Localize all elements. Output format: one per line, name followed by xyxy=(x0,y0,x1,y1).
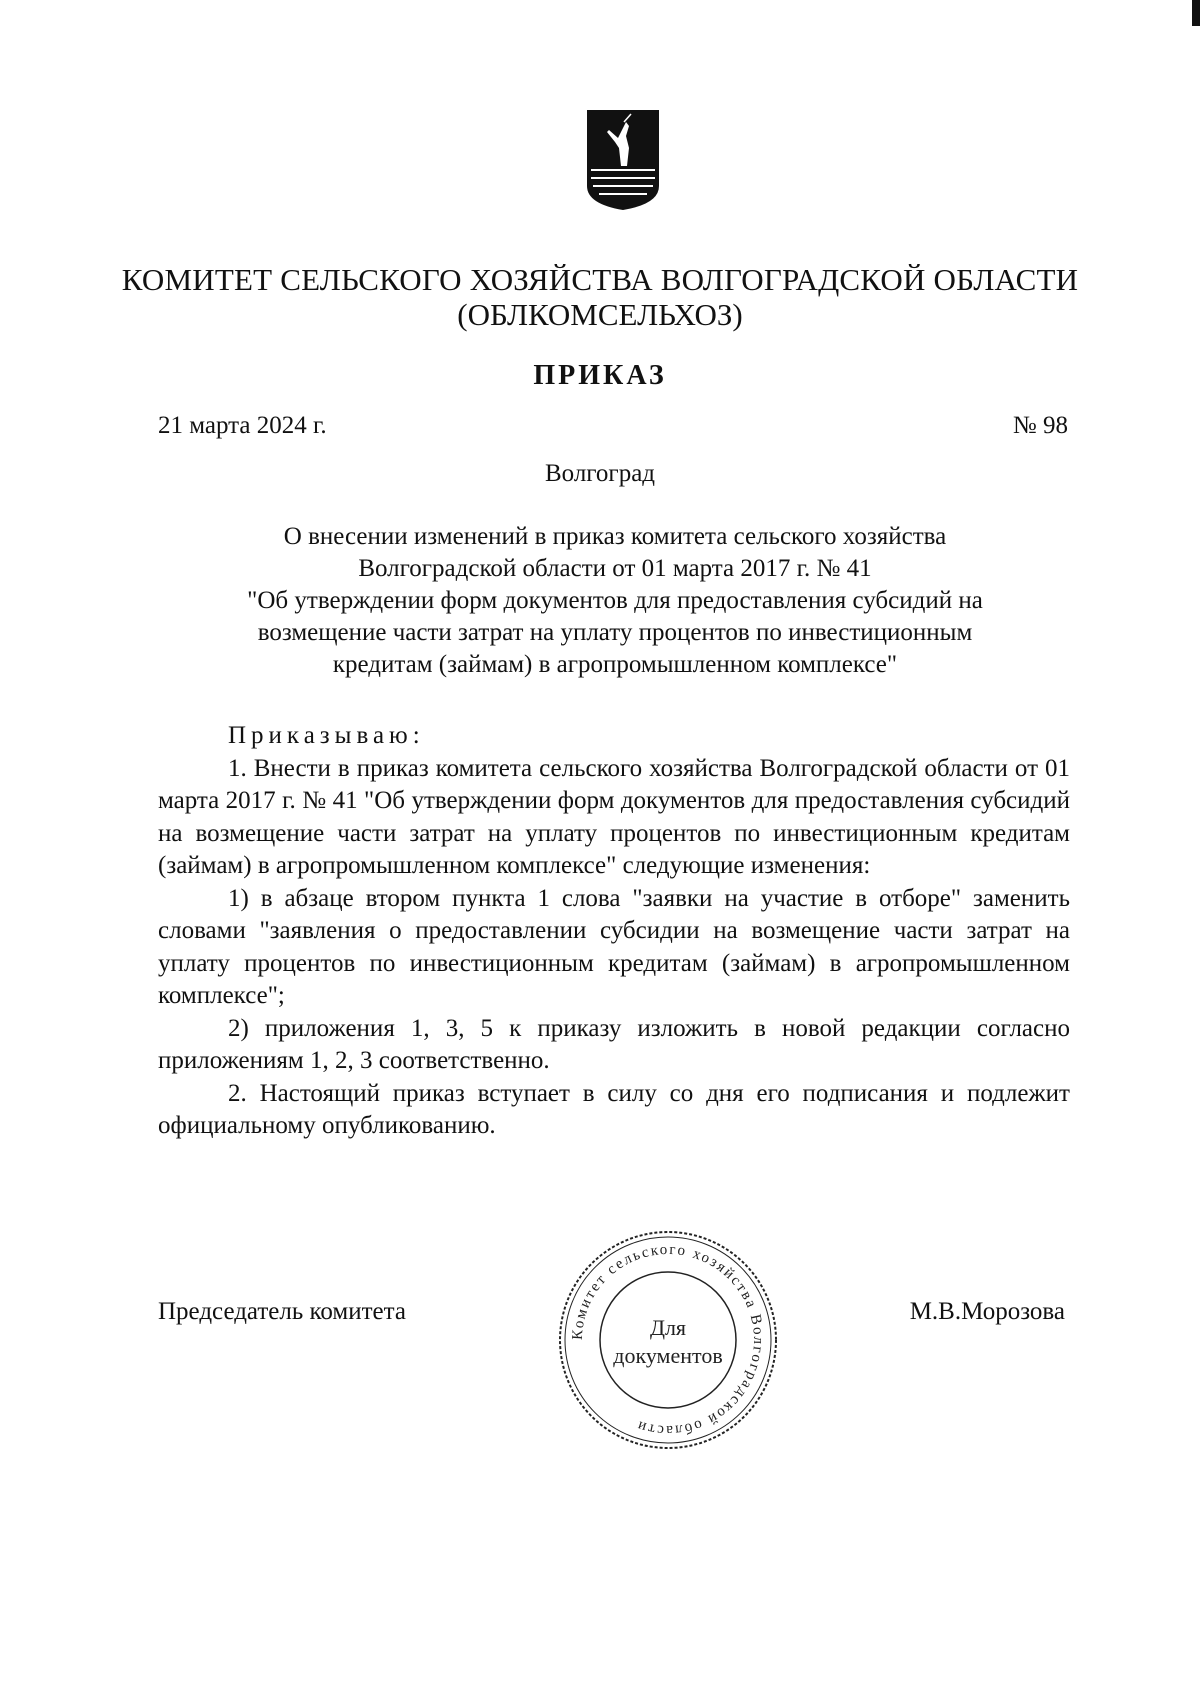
body-paragraph: 2) приложения 1, 3, 5 к приказу изложить в новой редакции согласно приложениям 1, 2, 3 соответственно. xyxy=(158,1014,1070,1074)
subject-line: Волгоградской области от 01 марта 2017 г. № 41 xyxy=(358,555,872,582)
scan-corner-mark xyxy=(1192,0,1200,26)
body-paragraph: 1) в абзаце втором пункта 1 слова "заявки на участие в отборе" заменить словами "заявления о предоставлении субсидии на возмещение части затрат на уплату процентов по инвестиционным кредитам (займам) в агропромышленном комплексе"; xyxy=(158,884,1070,1009)
body-paragraph: 1. Внести в приказ комитета сельского хозяйства Волгоградской области от 01 марта 2017 г. № 41 "Об утверждении форм документов для предоставления субсидий на возмещение части затрат на уплату процентов по инвестиционным кредитам (займам) в агропромышленном комплексе" следующие изменения: xyxy=(158,754,1070,879)
organization-abbreviation: (ОБЛКОМСЕЛЬХОЗ) xyxy=(457,297,743,332)
signatory-position: Председатель комитета xyxy=(158,1298,406,1325)
signatory-name: М.В.Морозова xyxy=(909,1298,1065,1325)
document-body xyxy=(158,720,1070,1143)
document-date: 21 марта 2024 г. xyxy=(158,412,327,439)
document-city: Волгоград xyxy=(544,460,656,487)
seal-center-line1: Для xyxy=(649,1315,687,1340)
round-seal-icon xyxy=(553,1225,783,1455)
subject-line: О внесении изменений в приказ комитета сельского хозяйства xyxy=(283,523,947,550)
seal-ring-text: Комитет сельского хозяйства Волгоградской области xyxy=(569,1241,767,1439)
body-paragraph: 2. Настоящий приказ вступает в силу со дня его подписания и подлежит официальному опубликованию. xyxy=(158,1079,1070,1139)
document-number: № 98 xyxy=(1012,412,1068,439)
subject-line: "Об утверждении форм документов для предоставления субсидий на xyxy=(247,587,983,614)
document-subject xyxy=(150,521,1080,681)
seal-center-line2: документов xyxy=(613,1343,723,1368)
subject-line: возмещение части затрат на уплату процентов по инвестиционным xyxy=(257,619,973,646)
order-lead: Приказываю: xyxy=(228,722,425,749)
organization-name: КОМИТЕТ СЕЛЬСКОГО ХОЗЯЙСТВА ВОЛГОГРАДСКОЙ ОБЛАСТИ xyxy=(121,262,1079,297)
subject-line: кредитам (займам) в агропромышленном комплексе" xyxy=(332,651,898,678)
coat-of-arms-icon xyxy=(585,108,661,212)
document-type-title: ПРИКАЗ xyxy=(533,360,667,391)
